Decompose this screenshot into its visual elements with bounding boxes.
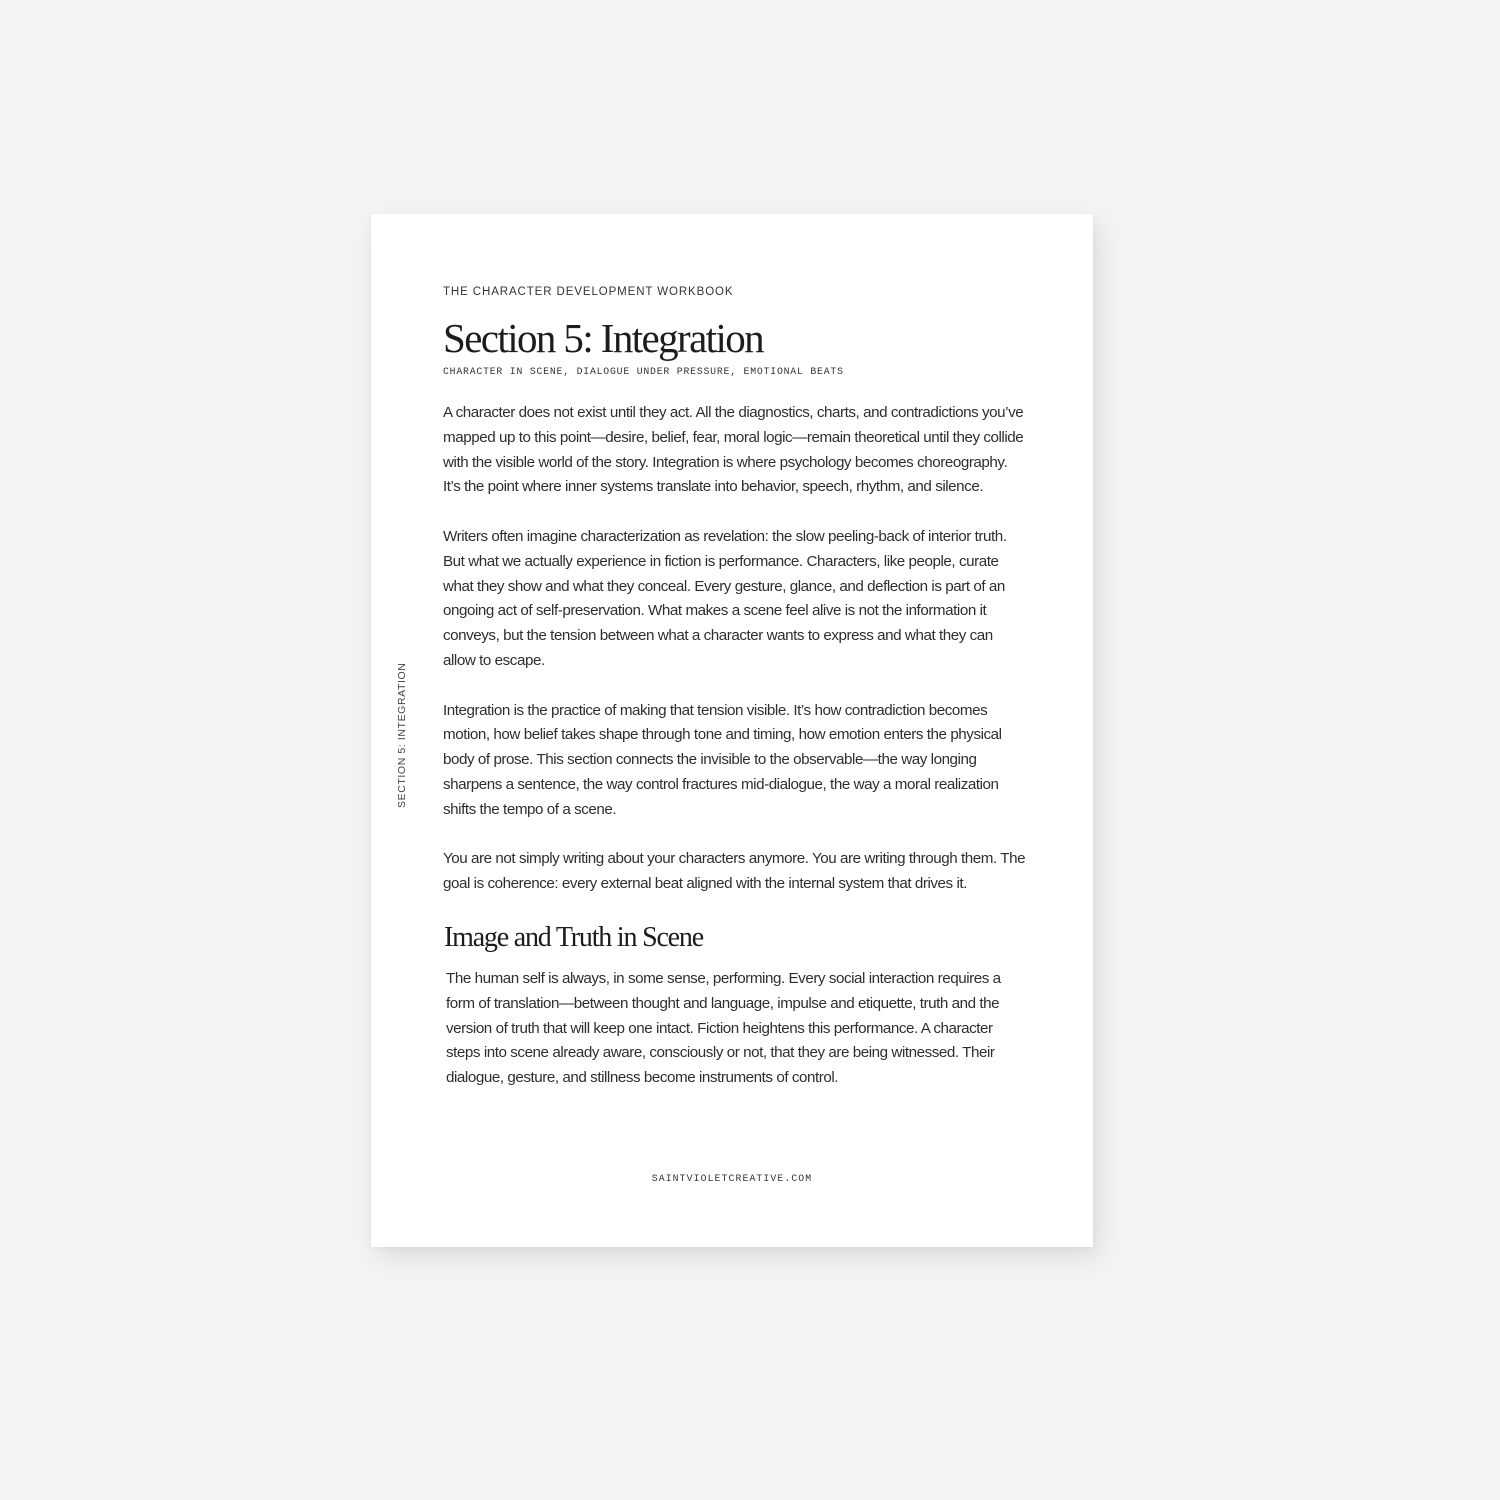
body-paragraph-1: A character does not exist until they act. All the diagnostics, charts, and contradictions you’ve mapped up to this point—desire, belief, fear, moral logic—remain theoretical until they collide with the visible world of the story. Integration is where psychology becomes choreography. It’s the point where inner systems translate into behavior, speech, rhythm, and silence. — [443, 404, 1024, 496]
section-title: Section 5: Integration — [443, 315, 764, 361]
subsection-paragraph: The human self is always, in some sense, performing. Every social interaction requires a form of translation—between thought and language, impulse and etiquette, truth and the version of truth that will keep one intact. Fiction heightens this performance. A character steps into scene already aware, consciously or not, that they are being witnessed. Their dialogue, gesture, and stillness become instruments of control. — [446, 969, 1001, 1087]
body-paragraph-3: Integration is the practice of making that tension visible. It’s how contradiction becomes motion, how belief takes shape through tone and timing, how emotion enters the physical body of prose. This section connects the invisible to the observable—the way longing sharpens a sentence, the way control fractures mid-dialogue, the way a moral realization shifts the tempo of a scene. — [443, 701, 1002, 818]
body-paragraph-4: You are not simply writing about your characters anymore. You are writing through them. The goal is coherence: every external beat aligned with the internal system that drives it. — [443, 850, 1026, 893]
body-paragraph-2: Writers often imagine characterization as revelation: the slow peeling-back of interior truth. But what we actually experience in fiction is performance. Characters, like people, curate what they show and what they conceal. Every gesture, glance, and deflection is part of an ongoing act of self-preservation. What makes a scene feel alive is not the information it conveys, but the tension between what a character wants to express and what they can allow to escape. — [443, 527, 1007, 669]
page-content — [443, 284, 1028, 1091]
workbook-title: THE CHARACTER DEVELOPMENT WORKBOOK — [443, 286, 734, 298]
section-subtitle: CHARACTER IN SCENE, DIALOGUE UNDER PRESSURE, EMOTIONAL BEATS — [443, 366, 844, 377]
subsection-heading: Image and Truth in Scene — [444, 921, 703, 953]
footer-website: SAINTVIOLETCREATIVE.COM — [651, 1173, 813, 1184]
section-side-label: SECTION 5: INTEGRATION — [396, 662, 408, 808]
